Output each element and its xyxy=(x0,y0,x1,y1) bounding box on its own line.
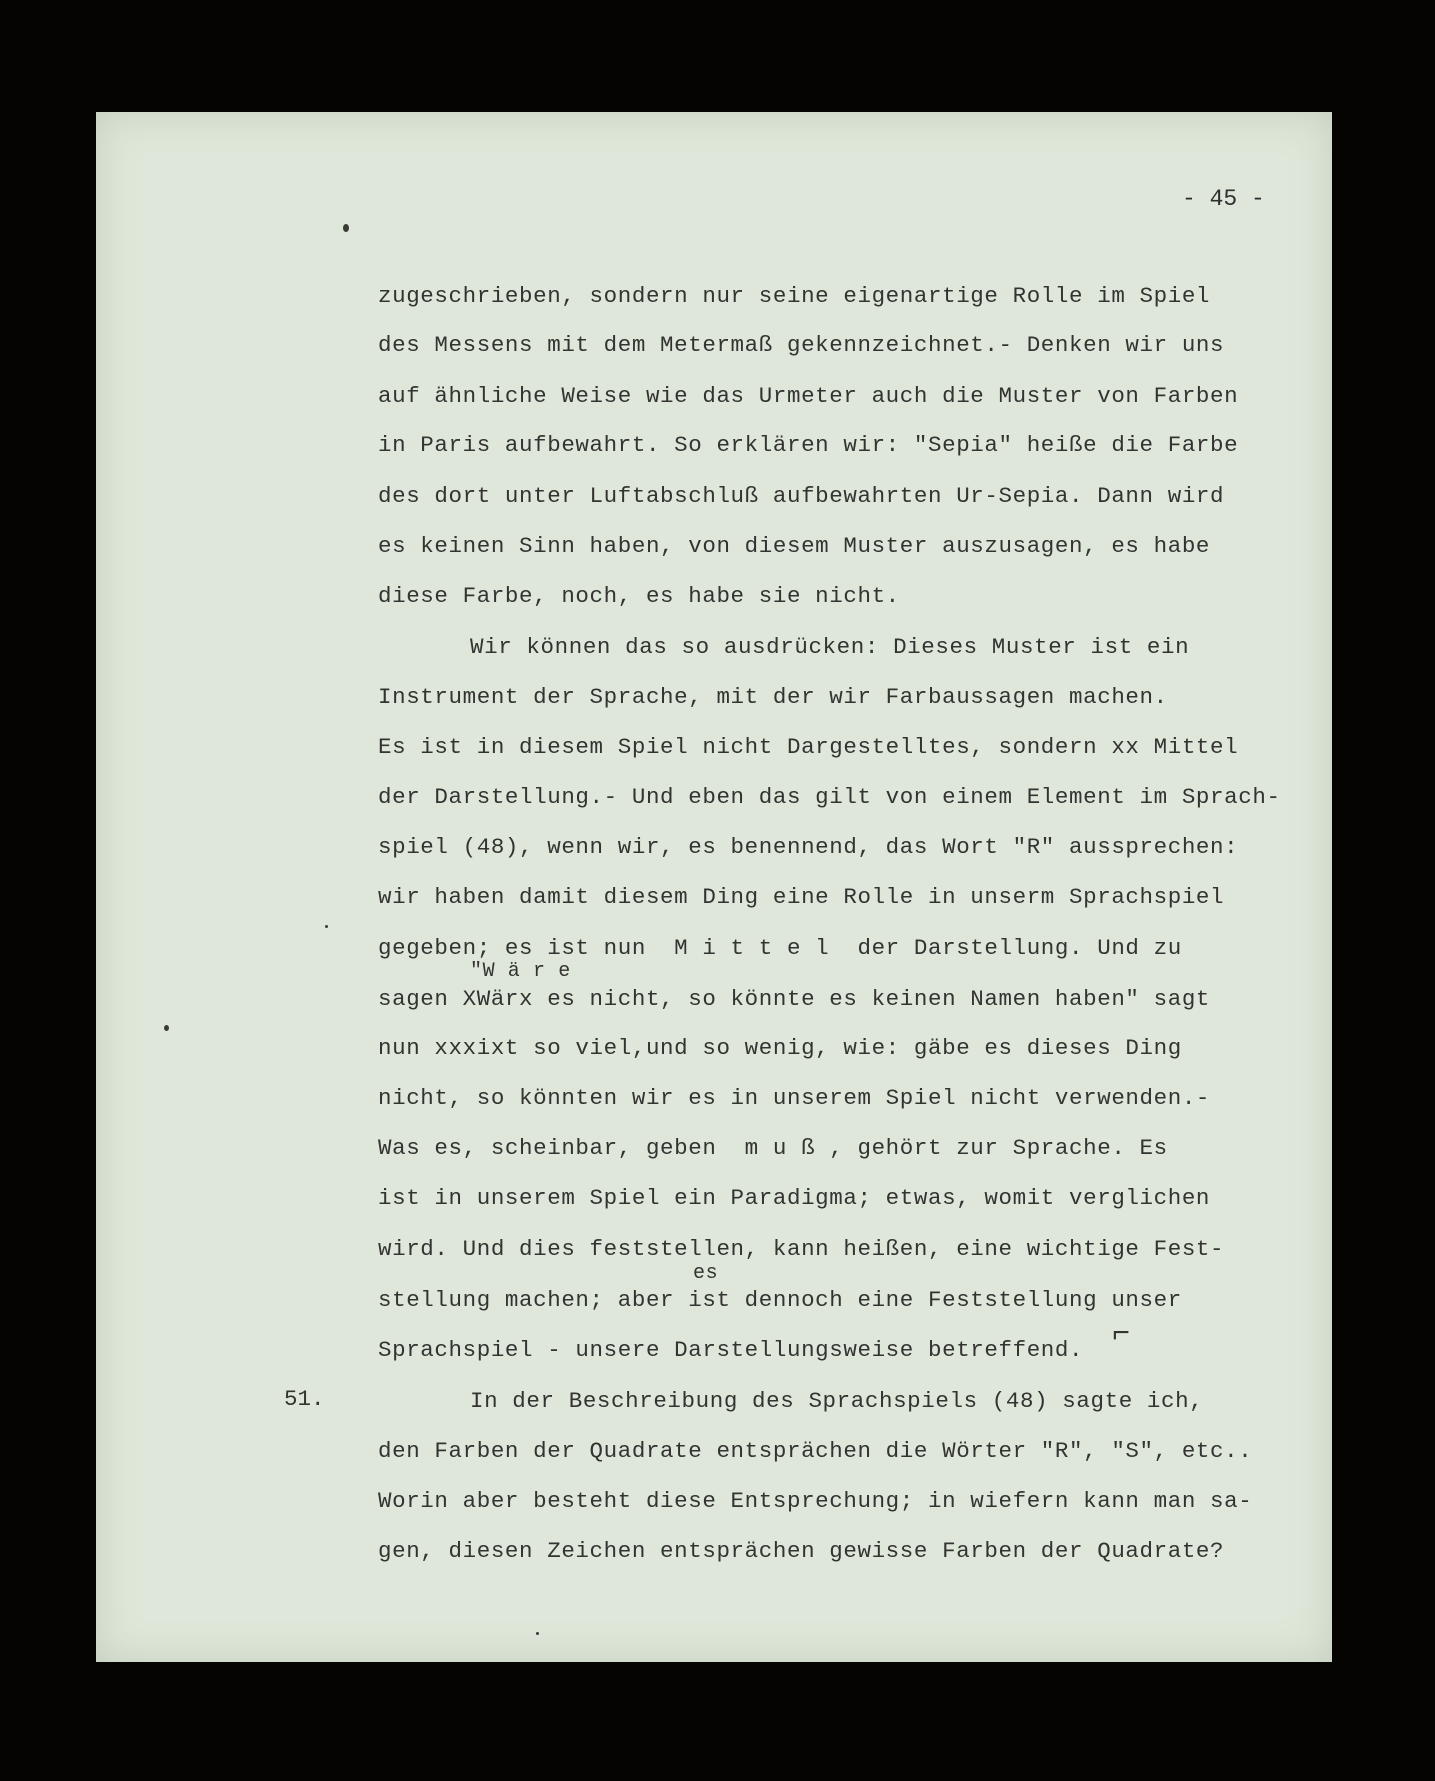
text-line: wird. Und dies feststellen, kann heißen, eine wichtige Fest- xyxy=(378,1236,1225,1262)
text-line: nun xxxixt so viel,und so wenig, wie: gäbe es dieses Ding xyxy=(378,1035,1182,1061)
text-line: gegeben; es ist nun M i t t e l der Darstellung. Und zu xyxy=(378,935,1182,961)
text-line: stellung machen; aber ist dennoch eine Feststellung unser xyxy=(378,1287,1182,1313)
interlinear-insert-es: es xyxy=(693,1262,719,1285)
interlinear-insert-ware: "W ä r e xyxy=(470,960,571,983)
text-line: Worin aber besteht diese Entsprechung; in wiefern kann man sa- xyxy=(378,1488,1253,1514)
text-line: zugeschrieben, sondern nur seine eigenartige Rolle im Spiel xyxy=(378,283,1211,309)
text-line: Was es, scheinbar, geben m u ß , gehört zur Sprache. Es xyxy=(378,1135,1168,1161)
text-line: Instrument der Sprache, mit der wir Farbaussagen machen. xyxy=(378,684,1168,710)
text-line: Wir können das so ausdrücken: Dieses Muster ist ein xyxy=(470,634,1190,660)
text-line: Sprachspiel - unsere Darstellungsweise betreffend. xyxy=(378,1337,1084,1363)
page-number: - 45 - xyxy=(1182,186,1265,212)
paragraph-number: 51. xyxy=(284,1386,325,1412)
text-line: spiel (48), wenn wir, es benennend, das Wort "R" aussprechen: xyxy=(378,834,1239,860)
text-line: in Paris aufbewahrt. So erklären wir: "Sepia" heiße die Farbe xyxy=(378,432,1239,458)
text-line: wir haben damit diesem Ding eine Rolle in unserm Sprachspiel xyxy=(378,884,1225,910)
text-line: ist in unserem Spiel ein Paradigma; etwas, womit verglichen xyxy=(378,1185,1211,1211)
text-line: auf ähnliche Weise wie das Urmeter auch die Muster von Farben xyxy=(378,383,1239,409)
text-line: sagen XWärx es nicht, so könnte es keinen Namen haben" sagt xyxy=(378,986,1211,1012)
text-line: gen, diesen Zeichen entsprächen gewisse Farben der Quadrate? xyxy=(378,1538,1225,1564)
text-line: es keinen Sinn haben, von diesem Muster auszusagen, es habe xyxy=(378,533,1211,559)
text-line: der Darstellung.- Und eben das gilt von einem Element im Sprach- xyxy=(378,784,1281,810)
text-line: nicht, so könnten wir es in unserem Spiel nicht verwenden.- xyxy=(378,1085,1211,1111)
paper-speck xyxy=(536,1632,539,1635)
text-line: den Farben der Quadrate entsprächen die Wörter "R", "S", etc.. xyxy=(378,1438,1253,1464)
text-line: des dort unter Luftabschluß aufbewahrten Ur-Sepia. Dann wird xyxy=(378,483,1225,509)
text-line: In der Beschreibung des Sprachspiels (48) sagte ich, xyxy=(470,1388,1204,1414)
handwritten-correction-mark: ⌐ xyxy=(1112,1318,1131,1352)
paper-speck xyxy=(343,224,349,232)
paper-speck xyxy=(164,1025,169,1031)
text-line: diese Farbe, noch, es habe sie nicht. xyxy=(378,583,900,609)
text-line: des Messens mit dem Metermaß gekennzeichnet.- Denken wir uns xyxy=(378,332,1225,358)
paper-speck xyxy=(325,925,328,928)
text-line: Es ist in diesem Spiel nicht Dargestelltes, sondern xx Mittel xyxy=(378,734,1239,760)
